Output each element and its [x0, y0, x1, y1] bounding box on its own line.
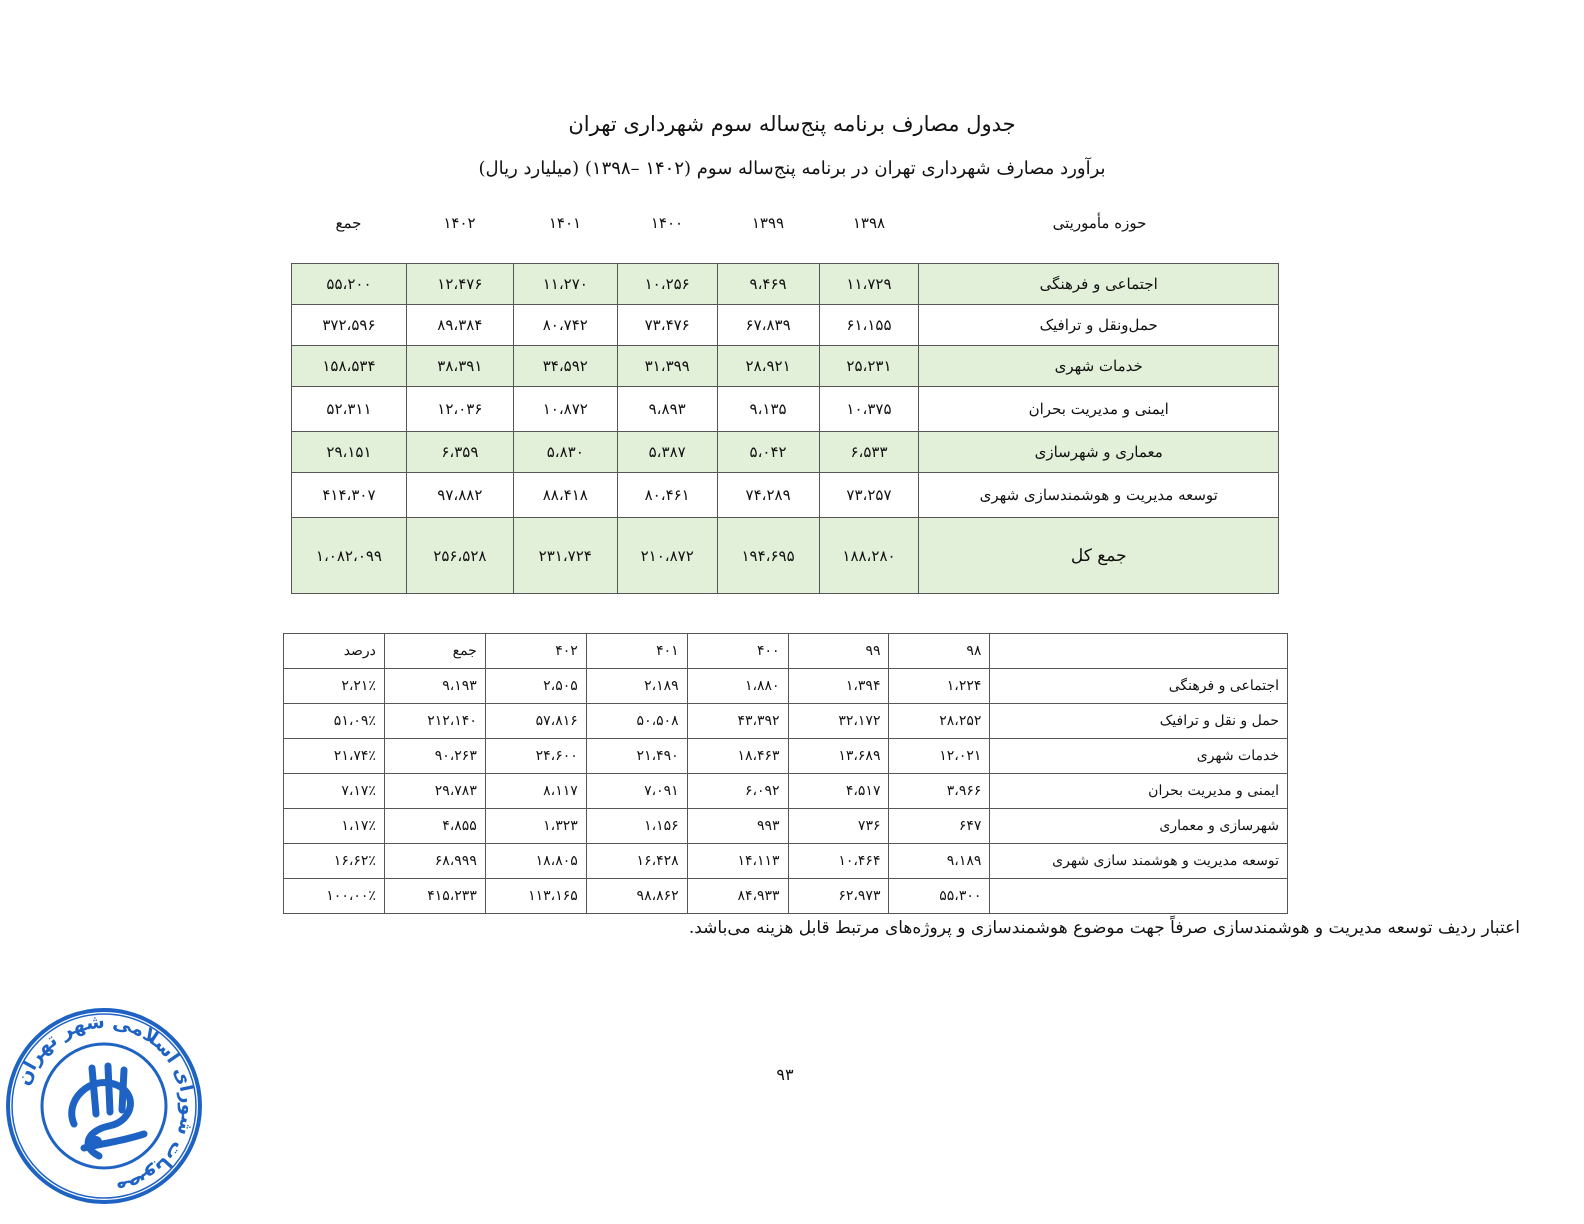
table2-cell: ۱،۳۹۴: [788, 669, 889, 704]
table2-cell: ۴،۸۵۵: [384, 809, 485, 844]
table2-cell: ۱۰۰،۰۰٪: [284, 879, 385, 914]
table2-cell: ۱۸،۸۰۵: [485, 844, 586, 879]
table1-cell: ۱۰،۸۷۲: [513, 387, 617, 432]
header-1402: ۱۴۰۲: [443, 214, 476, 232]
table1-cell: ۱،۰۸۲،۰۹۹: [292, 518, 407, 594]
header-total: جمع: [335, 214, 362, 232]
table2-row: [284, 704, 1288, 739]
table1-cell: ۸۹،۳۸۴: [406, 305, 513, 346]
table2-cell: ۲،۵۰۵: [485, 669, 586, 704]
table1-cell: ۱۱،۲۷۰: [513, 264, 617, 305]
header-1401: ۱۴۰۱: [548, 214, 582, 232]
table2-cell: ۱۱۳،۱۶۵: [485, 879, 586, 914]
table2-cell: ۱،۸۸۰: [687, 669, 788, 704]
table1-cell: ۷۳،۲۵۷: [819, 473, 919, 518]
table2-header-cell: ۴۰۰: [687, 634, 788, 669]
table1-cell: ۱۰،۲۵۶: [617, 264, 717, 305]
table2-cell: ۱۲،۰۲۱: [889, 739, 990, 774]
table2-row-label: خدمات شهری: [990, 739, 1288, 774]
table2-cell: ۷،۱۷٪: [284, 774, 385, 809]
table1-cell: ۵،۳۸۷: [617, 432, 717, 473]
table2-cell: ۲۱،۴۹۰: [586, 739, 687, 774]
table2-cell: ۱۴،۱۱۳: [687, 844, 788, 879]
table1-cell: ۶،۳۵۹: [406, 432, 513, 473]
table2-cell: ۱،۲۲۴: [889, 669, 990, 704]
table2-cell: ۹،۱۸۹: [889, 844, 990, 879]
table1-cell: ۵۲،۳۱۱: [292, 387, 407, 432]
table2-cell: ۶۲،۹۷۳: [788, 879, 889, 914]
table2-header-cell: درصد: [284, 634, 385, 669]
table2-cell: ۲،۲۱٪: [284, 669, 385, 704]
table1-cell: ۸۸،۴۱۸: [513, 473, 617, 518]
table1-row: [292, 387, 1279, 432]
table1-cell: ۲۳۱،۷۲۴: [513, 518, 617, 594]
table1-cell: ۳۴،۵۹۲: [513, 346, 617, 387]
header-1399: ۱۳۹۹: [751, 214, 785, 232]
table1-cell: ۱۲،۴۷۶: [406, 264, 513, 305]
seal-text: مصوبات شورای اسلامی شهر تهران: [12, 1010, 200, 1200]
table2-header-cell: جمع: [384, 634, 485, 669]
table2-row: [284, 739, 1288, 774]
table2-cell: ۱۶،۶۲٪: [284, 844, 385, 879]
table2-row: [284, 844, 1288, 879]
table2-cell: ۲،۱۸۹: [586, 669, 687, 704]
header-1400: ۱۴۰۰: [650, 214, 684, 232]
table1-cell: ۴۱۴،۳۰۷: [292, 473, 407, 518]
table1-cell: ۲۵۶،۵۲۸: [406, 518, 513, 594]
table1-cell: ۷۴،۲۸۹: [717, 473, 819, 518]
table2-row-label: توسعه مدیریت و هوشمند سازی شهری: [990, 844, 1288, 879]
table1-cell: ۳۸،۳۹۱: [406, 346, 513, 387]
table1-cell: ۲۸،۹۲۱: [717, 346, 819, 387]
table1-cell: ۱۱،۷۲۹: [819, 264, 919, 305]
page-title: جدول مصارف برنامه پنج‌ساله سوم شهرداری تهران: [568, 112, 1016, 136]
table1-row: [292, 432, 1279, 473]
table1-row-label: خدمات شهری: [919, 346, 1279, 387]
table2-cell: ۹۸،۸۶۲: [586, 879, 687, 914]
table2-cell: ۲۱۲،۱۴۰: [384, 704, 485, 739]
table2-cell: ۳،۹۶۶: [889, 774, 990, 809]
table1-cell: ۱۸۸،۲۸۰: [819, 518, 919, 594]
table2-row: [284, 809, 1288, 844]
table1-cell: ۵،۰۴۲: [717, 432, 819, 473]
table2-cell: ۸۴،۹۳۳: [687, 879, 788, 914]
table2-cell: ۹۹۳: [687, 809, 788, 844]
table1-cell: ۹،۸۹۳: [617, 387, 717, 432]
table2-row-label: شهرسازی و معماری: [990, 809, 1288, 844]
table1-cell: ۱۹۴،۶۹۵: [717, 518, 819, 594]
table2-header-cell: ۴۰۱: [586, 634, 687, 669]
table2-cell: ۶۴۷: [889, 809, 990, 844]
header-1398: ۱۳۹۸: [852, 214, 886, 232]
table2-cell: ۶۸،۹۹۹: [384, 844, 485, 879]
table2-cell: ۱۰،۴۶۴: [788, 844, 889, 879]
table1-row: [292, 305, 1279, 346]
table2-cell: ۱۳،۶۸۹: [788, 739, 889, 774]
table2-cell: ۷،۰۹۱: [586, 774, 687, 809]
table2-cell: ۴۱۵،۲۳۳: [384, 879, 485, 914]
table2-cell: ۸،۱۱۷: [485, 774, 586, 809]
table2-cell: ۵۵،۳۰۰: [889, 879, 990, 914]
table1-row-label: توسعه مدیریت و هوشمندسازی شهری: [919, 473, 1279, 518]
table2-cell: ۹۰،۲۶۳: [384, 739, 485, 774]
table2-cell: ۴۳،۳۹۲: [687, 704, 788, 739]
table1-cell: ۵۵،۲۰۰: [292, 264, 407, 305]
table2-header-cell: ۴۰۲: [485, 634, 586, 669]
table1-cell: ۶،۵۳۳: [819, 432, 919, 473]
council-seal: [4, 1006, 204, 1206]
table2-cell: ۲۹،۷۸۳: [384, 774, 485, 809]
table2-cell: ۲۴،۶۰۰: [485, 739, 586, 774]
table1-cell: ۳۷۲،۵۹۶: [292, 305, 407, 346]
table2-cell: ۳۲،۱۷۲: [788, 704, 889, 739]
table1-row: [292, 473, 1279, 518]
table1-row-label: ایمنی و مدیریت بحران: [919, 387, 1279, 432]
table1-row: [292, 264, 1279, 305]
table2-header-row: [284, 634, 1288, 669]
table2-cell: ۷۳۶: [788, 809, 889, 844]
table2-header-cell: ۹۸: [889, 634, 990, 669]
table1-cell: ۱۵۸،۵۳۴: [292, 346, 407, 387]
table1-cell: ۶۱،۱۵۵: [819, 305, 919, 346]
table1-header: [291, 214, 1280, 242]
table1-cell: ۹،۴۶۹: [717, 264, 819, 305]
table2-row: [284, 774, 1288, 809]
table2-row: [284, 669, 1288, 704]
table1-cell: ۸۰،۴۶۱: [617, 473, 717, 518]
table2-cell: ۶،۰۹۲: [687, 774, 788, 809]
table1-cell: ۳۱،۳۹۹: [617, 346, 717, 387]
table1-cell: ۹،۱۳۵: [717, 387, 819, 432]
table1-row-label: اجتماعی و فرهنگی: [919, 264, 1279, 305]
table1-cell: ۲۹،۱۵۱: [292, 432, 407, 473]
table1-cell: ۶۷،۸۳۹: [717, 305, 819, 346]
table2-cell: ۲۱،۷۴٪: [284, 739, 385, 774]
table2-cell: ۹،۱۹۳: [384, 669, 485, 704]
table2-cell: ۵۷،۸۱۶: [485, 704, 586, 739]
table2-row-label: اجتماعی و فرهنگی: [990, 669, 1288, 704]
footnote: اعتبار ردیف توسعه مدیریت و هوشمندسازی صرفاً جهت موضوع هوشمندسازی و پروژه‌های مرتبط قابل هزینه می‌باشد.: [688, 918, 1520, 938]
table2-header-cell: [990, 634, 1288, 669]
table1-row-label: حمل‌ونقل و ترافیک: [919, 305, 1279, 346]
table1-row: [292, 346, 1279, 387]
table1-cell: ۲۱۰،۸۷۲: [617, 518, 717, 594]
table1-row-label: جمع کل: [919, 518, 1279, 594]
page-number: ۹۳: [776, 1065, 794, 1084]
table2-row-label: [990, 879, 1288, 914]
table2-cell: ۱،۱۵۶: [586, 809, 687, 844]
header-area: حوزه مأموریتی: [1052, 214, 1147, 232]
table2-row-label: حمل و نقل و ترافیک: [990, 704, 1288, 739]
table2-cell: ۴،۵۱۷: [788, 774, 889, 809]
table1-cell: ۲۵،۲۳۱: [819, 346, 919, 387]
table1-cell: ۱۰،۳۷۵: [819, 387, 919, 432]
table1-row: [292, 518, 1279, 594]
page-subtitle: برآورد مصارف شهرداری تهران در برنامه پنج‌ساله سوم (۱۴۰۲ –۱۳۹۸) (میلیارد ریال): [478, 158, 1106, 179]
table2-cell: ۵۰،۵۰۸: [586, 704, 687, 739]
table1-cell: ۹۷،۸۸۲: [406, 473, 513, 518]
table1-cell: ۷۳،۴۷۶: [617, 305, 717, 346]
expenses-table: [291, 263, 1279, 594]
table2-row: [284, 879, 1288, 914]
table2-row-label: ایمنی و مدیریت بحران: [990, 774, 1288, 809]
table1-row-label: معماری و شهرسازی: [919, 432, 1279, 473]
table2-cell: ۱۸،۴۶۳: [687, 739, 788, 774]
table2-cell: ۱۶،۴۲۸: [586, 844, 687, 879]
emblem-icon: [72, 1066, 144, 1156]
table2-cell: ۲۸،۲۵۲: [889, 704, 990, 739]
share-table: [283, 633, 1288, 914]
table1-cell: ۵،۸۳۰: [513, 432, 617, 473]
table2-cell: ۱،۱۷٪: [284, 809, 385, 844]
table2-header-cell: ۹۹: [788, 634, 889, 669]
table2-cell: ۱،۳۲۳: [485, 809, 586, 844]
table2-cell: ۵۱،۰۹٪: [284, 704, 385, 739]
table1-cell: ۱۲،۰۳۶: [406, 387, 513, 432]
table1-cell: ۸۰،۷۴۲: [513, 305, 617, 346]
